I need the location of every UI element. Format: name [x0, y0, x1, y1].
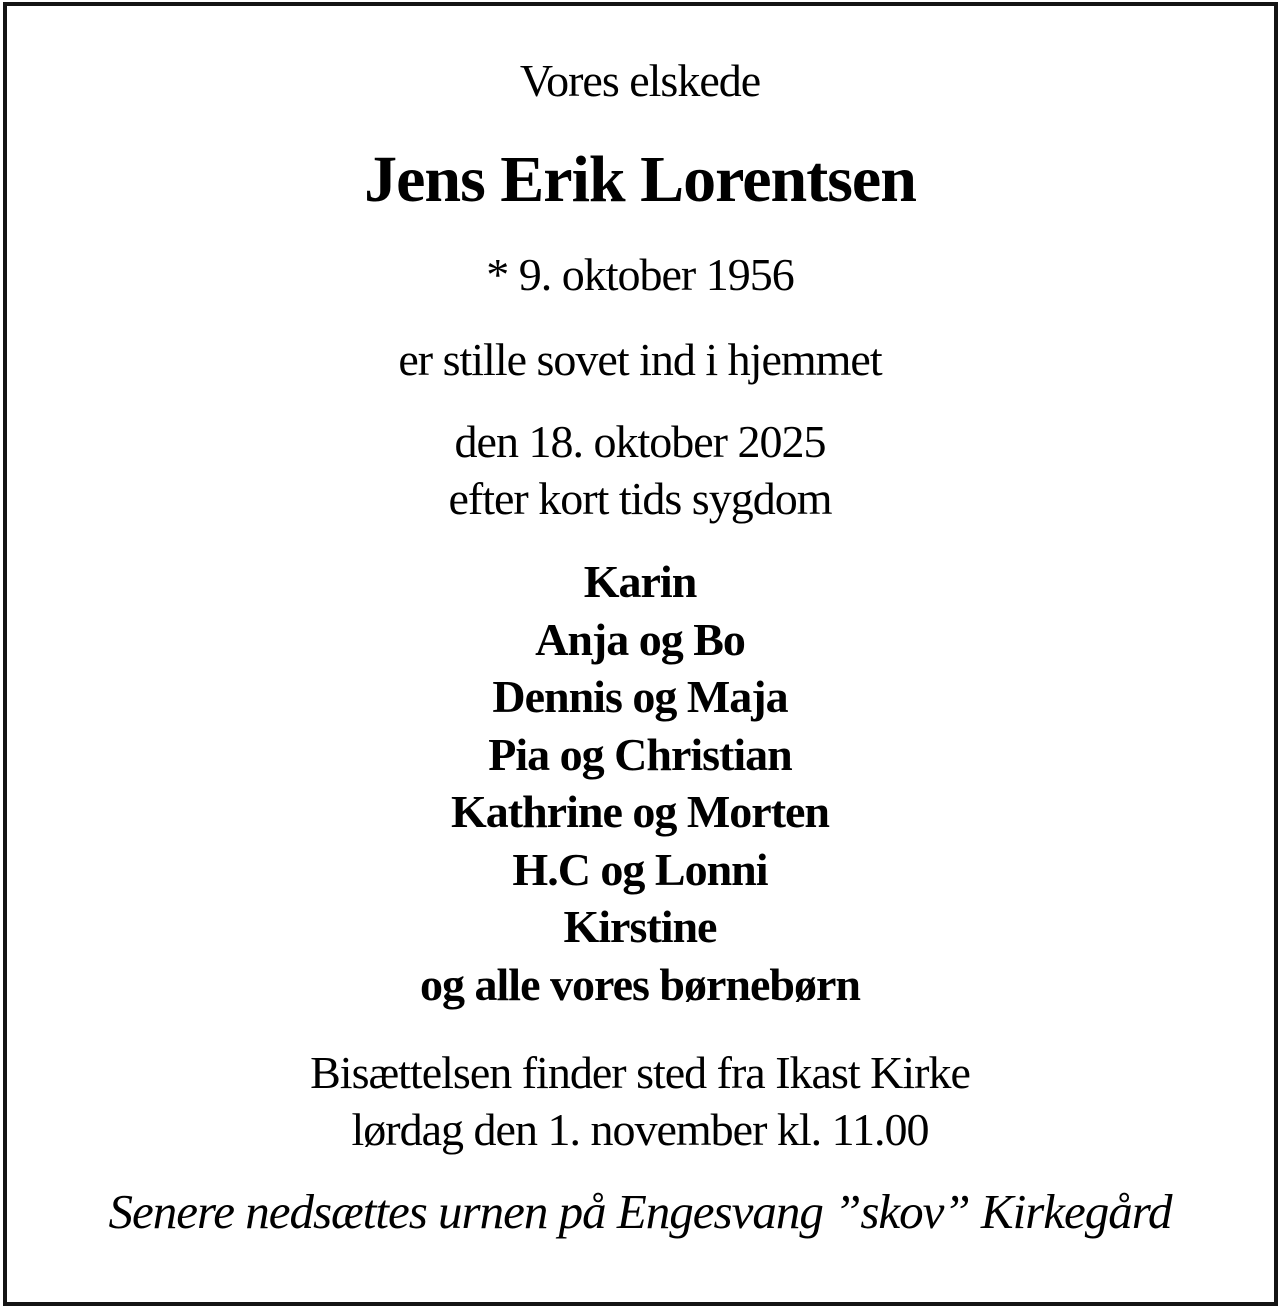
- ceremony-block: [10, 1044, 1270, 1158]
- deceased-name: Jens Erik Lorentsen: [364, 143, 916, 216]
- mourner-line: Kirstine: [563, 901, 717, 952]
- mourners-block: [10, 553, 1270, 1013]
- ceremony-location-line: Bisættelsen finder sted fra Ikast Kirke: [310, 1047, 970, 1098]
- ceremony-time-line: lørdag den 1. november kl. 11.00: [351, 1104, 929, 1155]
- birth-date-line: * 9. oktober 1956: [486, 249, 794, 300]
- mourner-line: og alle vores børnebørn: [420, 958, 860, 1010]
- death-date-line: den 18. oktober 2025: [454, 416, 826, 467]
- mourner-line: Karin: [583, 556, 697, 607]
- mourner-line: Anja og Bo: [535, 613, 745, 665]
- mourner-line: Kathrine og Morten: [450, 786, 830, 837]
- mourner-line: H.C og Lonni: [512, 843, 768, 895]
- notice-content: [10, 0, 1270, 1309]
- intro-line: Vores elskede: [519, 55, 761, 106]
- death-date-block: [10, 413, 1270, 527]
- urn-placement-note: Senere nedsættes urnen på Engesvang ”skov” Kirkegård: [108, 1184, 1172, 1239]
- death-cause-line: efter kort tids sygdom: [448, 473, 832, 524]
- mourner-line: Pia og Christian: [488, 728, 792, 780]
- mourner-line: Dennis og Maja: [492, 671, 788, 722]
- death-place-line: er stille sovet ind i hjemmet: [398, 334, 882, 385]
